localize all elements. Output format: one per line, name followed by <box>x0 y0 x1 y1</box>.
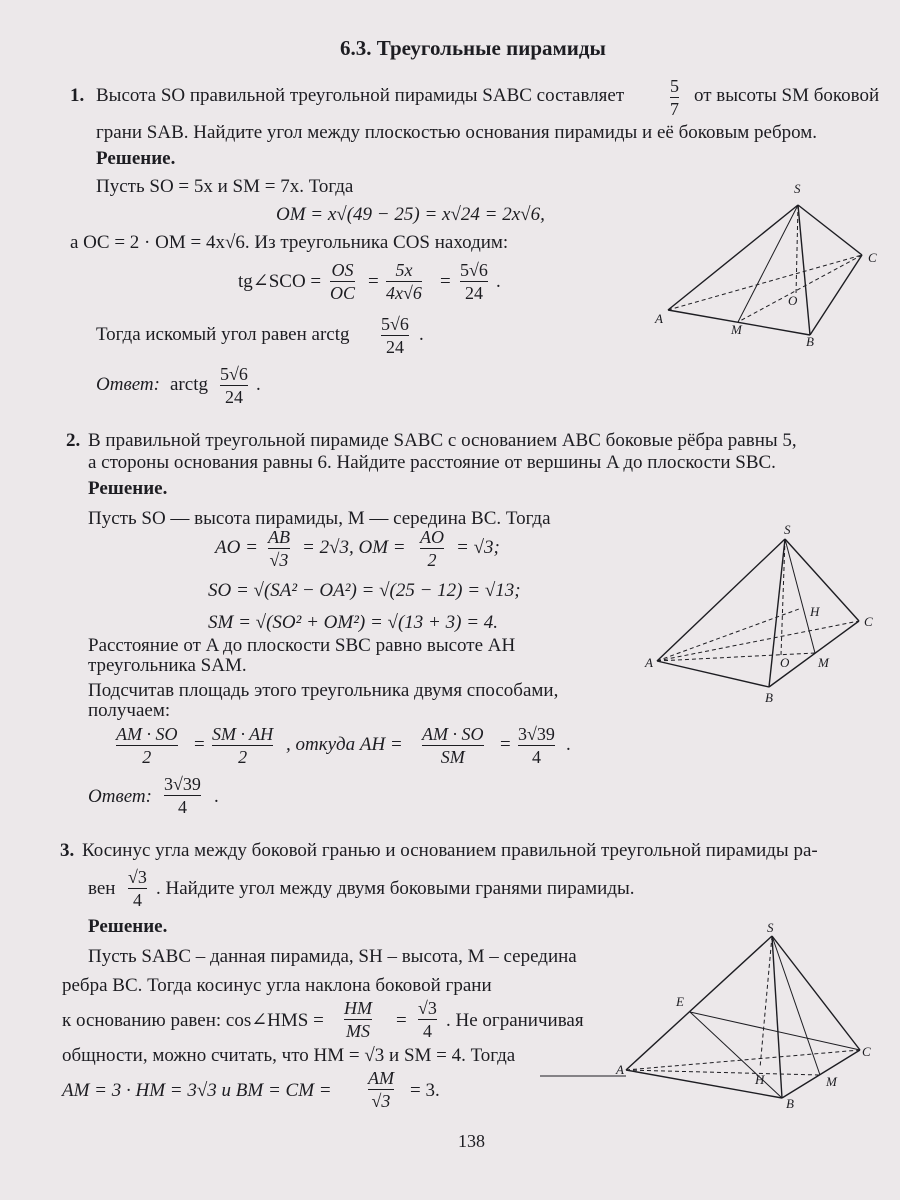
median-am <box>626 1070 820 1075</box>
edge-ac-hidden <box>626 1050 860 1070</box>
pyramid-figure-1 <box>650 185 890 355</box>
edge-sc <box>798 205 862 255</box>
problem-3-step4: общности, можно считать, что HM = √3 и SM = 4. Тогда <box>62 1045 516 1066</box>
problem-1-line1: Высота SO правильной треугольной пирамиды SABC составляет <box>96 85 625 106</box>
frac-sqrt3-4-b <box>418 998 437 1041</box>
problem-2-sm: SM = √(SO² + OM²) = √(13 + 3) = 4. <box>208 612 499 633</box>
frac-5sqrt6-24 <box>460 260 488 303</box>
frac-den: SM <box>440 747 465 767</box>
frac-den: 4 <box>177 797 187 817</box>
height-ah <box>657 609 799 661</box>
median-cm <box>738 255 862 322</box>
frac-bar <box>422 745 484 746</box>
frac-result <box>381 314 409 357</box>
label-b: B <box>786 1096 794 1111</box>
solution-label: Решение. <box>88 478 168 499</box>
period: . <box>419 324 424 345</box>
frac-ao-2 <box>420 527 444 570</box>
ao-mid: = 2√3, OM = <box>302 537 406 558</box>
problem-1-step1: Пусть SO = 5x и SM = 7x. Тогда <box>96 176 354 197</box>
problem-2-line1: В правильной треугольной пирамиде SABC с основанием ABC боковые рёбра равны 5, <box>88 430 797 451</box>
frac-den: 4 <box>422 1021 432 1041</box>
label-o: O <box>780 655 790 670</box>
frac-bar <box>128 888 147 889</box>
period: . <box>256 374 261 395</box>
equals-sign: = <box>194 734 205 755</box>
label-b: B <box>806 334 814 349</box>
height-so <box>796 205 798 295</box>
frac-bar <box>268 548 290 549</box>
answer-label: Ответ: <box>96 374 160 395</box>
frac-bar <box>420 548 444 549</box>
problem-3-step3-tail: . Не ограничивая <box>446 1010 584 1031</box>
answer-fraction <box>164 774 201 817</box>
problem-3-line2-tail: . Найдите угол между двумя боковыми гранями пирамиды. <box>156 878 635 899</box>
frac-bar <box>518 745 555 746</box>
frac-am-so-2 <box>116 724 178 767</box>
label-c: C <box>868 250 877 265</box>
answer-lead: arctg <box>170 374 208 395</box>
frac-num: AM · SO <box>422 724 484 744</box>
median-am <box>657 653 815 661</box>
frac-den: 2 <box>427 550 437 570</box>
problem-3-step5-tail: = 3. <box>410 1080 440 1101</box>
frac-num: 5 <box>670 76 679 96</box>
frac-den: 2 <box>238 747 248 767</box>
problem-2-so: SO = √(SA² − OA²) = √(25 − 12) = √13; <box>208 580 521 601</box>
edge-sa <box>668 205 798 310</box>
edge-ac-hidden <box>668 255 862 310</box>
edge-sa <box>626 936 772 1070</box>
period: . <box>496 271 501 292</box>
equals-sign: = <box>500 734 511 755</box>
frac-den: 24 <box>464 283 483 303</box>
label-o: O <box>788 293 798 308</box>
problem-1-step5: Тогда искомый угол равен arctg <box>96 324 350 345</box>
equals-sign: = <box>440 271 451 292</box>
ao-lead: AO = <box>215 537 258 558</box>
period: . <box>566 734 571 755</box>
label-s: S <box>767 920 774 935</box>
edge-sb <box>798 205 810 335</box>
label-m: M <box>818 655 829 670</box>
frac-bar <box>368 1089 394 1090</box>
label-b: B <box>765 690 773 705</box>
solution-label: Решение. <box>88 916 168 937</box>
answer-fraction <box>220 364 248 407</box>
frac-num: 5√6 <box>460 260 488 280</box>
frac-sm-ah-2 <box>212 724 273 767</box>
frac-bar <box>212 745 273 746</box>
frac-den: √3 <box>371 1091 391 1111</box>
om-end: = √3; <box>456 537 500 558</box>
frac-bar <box>164 795 201 796</box>
frac-num: AM <box>368 1068 394 1088</box>
frac-hm-ms <box>344 998 372 1041</box>
frac-bar <box>116 745 178 746</box>
line-eb <box>690 1012 782 1098</box>
frac-sqrt3-4 <box>128 867 147 910</box>
frac-num: HM <box>344 998 372 1018</box>
label-c: C <box>862 1044 871 1059</box>
frac-bar <box>330 281 355 282</box>
edge-ab <box>657 661 769 687</box>
problem-1-fraction <box>670 76 679 119</box>
label-e: E <box>676 994 684 1009</box>
edge-sa <box>657 539 785 661</box>
frac-den: 4 <box>531 747 541 767</box>
solution-label: Решение. <box>96 148 176 169</box>
problem-3-number: 3. <box>60 840 75 861</box>
problem-2-line2: а стороны основания равны 6. Найдите расстояние от вершины A до плоскости SBC. <box>88 452 776 473</box>
frac-am-so-sm <box>422 724 484 767</box>
frac-3sqrt39-4 <box>518 724 555 767</box>
height-sh <box>760 936 772 1068</box>
period: . <box>214 786 219 807</box>
edge-bc <box>782 1050 860 1098</box>
label-m: M <box>826 1074 837 1089</box>
problem-1-step2: OM = x√(49 − 25) = x√24 = 2x√6, <box>276 204 545 225</box>
problem-3-step3-lead: к основанию равен: cos∠HMS = <box>62 1010 324 1031</box>
frac-num: SM · AH <box>212 724 274 744</box>
label-a: A <box>655 311 663 326</box>
problem-2-step5: Расстояние от A до плоскости SBC равно высоте AH <box>88 635 516 656</box>
problem-3-step1: Пусть SABC – данная пирамида, SH – высота, M – середина <box>88 946 577 967</box>
label-c: C <box>864 614 873 629</box>
edge-bc <box>769 621 859 687</box>
frac-bar <box>220 385 248 386</box>
equals-sign: = <box>368 271 379 292</box>
edge-bc <box>810 255 862 335</box>
frac-bar <box>381 335 409 336</box>
pyramid-figure-2 <box>645 525 890 700</box>
frac-bar <box>386 281 422 282</box>
frac-5x <box>386 260 422 303</box>
otkuda: , откуда AH = <box>286 734 403 755</box>
problem-1-step4-lead: tg∠SCO = <box>238 271 322 292</box>
problem-3-step5-lead: AM = 3 · HM = 3√3 и BM = CM = <box>62 1080 332 1101</box>
frac-den: 24 <box>385 337 404 357</box>
frac-num: 5x <box>395 260 413 280</box>
frac-den: 7 <box>670 99 679 119</box>
frac-ab-sqrt3 <box>268 527 290 570</box>
frac-num: OS <box>331 260 354 280</box>
frac-den: 24 <box>224 387 243 407</box>
label-h: H <box>755 1072 765 1087</box>
problem-3-line1: Косинус угла между боковой гранью и основанием правильной треугольной пирамиды ра- <box>82 840 818 861</box>
problem-2-step6: треугольника SAM. <box>88 655 247 676</box>
frac-den: 2 <box>142 747 152 767</box>
problem-1-step3: а OC = 2 · OM = 4x√6. Из треугольника COS находим: <box>70 232 509 253</box>
frac-num: 3√39 <box>518 724 555 744</box>
frac-den: MS <box>346 1021 370 1041</box>
frac-num: 3√39 <box>164 774 201 794</box>
frac-bar <box>670 97 679 98</box>
problem-2-number: 2. <box>66 430 81 451</box>
problem-3-line2-lead: вен <box>88 878 116 899</box>
label-s: S <box>784 522 791 537</box>
frac-num: 5√6 <box>220 364 248 384</box>
frac-den: OC <box>330 283 356 303</box>
answer-label: Ответ: <box>88 786 152 807</box>
frac-num: AM · SO <box>116 724 178 744</box>
frac-num: √3 <box>128 867 147 887</box>
frac-num: √3 <box>418 998 437 1018</box>
frac-den: √3 <box>269 550 289 570</box>
label-a: A <box>616 1062 624 1077</box>
frac-bar <box>344 1019 372 1020</box>
problem-2-step7: Подсчитав площадь этого треугольника двумя способами, <box>88 680 559 701</box>
label-a: A <box>645 655 653 670</box>
problem-1-number: 1. <box>70 85 85 106</box>
problem-2-step1: Пусть SO — высота пирамиды, M — середина BC. Тогда <box>88 508 551 529</box>
problem-2-step8: получаем: <box>88 700 171 721</box>
problem-1-line2: грани SAB. Найдите угол между плоскостью основания пирамиды и её боковым ребром. <box>96 122 818 143</box>
problem-3-step2: ребра BC. Тогда косинус угла наклона боковой грани <box>62 975 492 996</box>
frac-bar <box>418 1019 437 1020</box>
page-number: 138 <box>458 1131 485 1151</box>
frac-num: AB <box>268 527 290 547</box>
label-m: M <box>731 322 742 337</box>
frac-den: 4x√6 <box>386 283 422 303</box>
frac-den: 4 <box>132 890 142 910</box>
frac-bar <box>460 281 488 282</box>
problem-1-line1-tail: от высоты SM боковой <box>694 85 880 106</box>
frac-num: AO <box>420 527 444 547</box>
frac-os-oc <box>330 260 355 303</box>
label-h: H <box>810 604 820 619</box>
frac-am-sqrt3 <box>368 1068 394 1111</box>
section-title: 6.3. Треугольные пирамиды <box>340 36 606 60</box>
equals-sign: = <box>396 1010 407 1031</box>
label-s: S <box>794 181 801 196</box>
frac-num: 5√6 <box>381 314 409 334</box>
